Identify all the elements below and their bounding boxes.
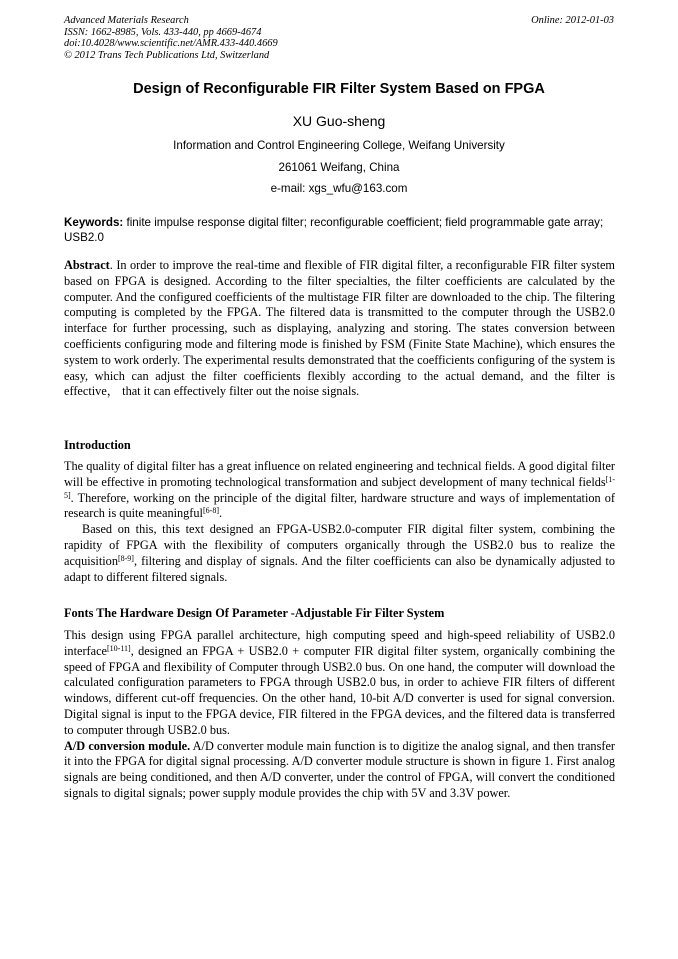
introduction-body <box>64 459 615 585</box>
abstract <box>64 258 615 400</box>
ad-module-text: A/D converter module main function is to digitize the analog signal, and then transfer it into the FPGA for digital signal processing. A/D converter module structure is shown in figure 1. First analog signals are being conditioned, and then A/D converter, under the control of FPGA, will convert the conditioned signals to digital signals; power supply module provides the chip with 5V and 3.3V power. <box>64 738 616 800</box>
section2-p1-text-b: , designed an FPGA + USB2.0 + computer FIR digital filter system, organically combining the speed of FPGA and flexibility of Computer through USB2.0 bus. On one hand, the computer will download the calculated configuration parameters to FPGA through USB2.0 bus, in order to achieve FIR filters of different windows, different cut-off frequencies. On the other hand, 10-bit A/D converter is used for signal conversion. Digital signal is input to the FPGA device, FIR filtered in the FPGA devices, and the filtered data is transferred to computer through USB2.0 bus. <box>64 643 615 737</box>
journal-name: Advanced Materials Research <box>64 15 189 26</box>
introduction-heading: Introduction <box>64 438 131 452</box>
paper-title: Design of Reconfigurable FIR Filter System Based on FPGA <box>133 81 545 97</box>
citation-ref: [10-11] <box>107 643 131 653</box>
keywords <box>64 215 616 245</box>
author-name: XU Guo-sheng <box>292 113 386 129</box>
section2-heading: Fonts The Hardware Design Of Parameter -Adjustable Fir Filter System <box>64 606 445 620</box>
section2-body <box>64 628 615 802</box>
intro-p2-text-b: , filtering and display of signals. And the filter coefficients can also be dynamically adjusted to adapt to different filtered signals. <box>64 553 615 584</box>
abstract-text: . In order to improve the real-time and flexible of FIR digital filter, a reconfigurable FIR filter system based on FPGA is designed. According to the filter specialties, the filter coefficients are calculated by the computer. And the configured coefficients of the multistage FIR filter are downloaded to the chip. The filtering computing is completed by the FPGA. The filtered data is transmitted to the computer through the USB2.0 interface for further processing, such as displaying, analyzing and storing. The states conversion between coefficients configuring mode and filtering mode is finished by FSM (Finite State Machine), which ensures the system to work orderly. The experimental results demonstrated that the coefficients configuring of the system is easy, which can adjust the filter coefficients flexibly according to the actual demand, and the filter is effective， that it can effectively filter out the noise signals. <box>64 258 615 399</box>
abstract-label: Abstract <box>64 258 110 272</box>
citation-ref: [1-5] <box>64 474 615 500</box>
ad-module-label: A/D conversion module. <box>64 738 191 753</box>
intro-p2-text-a: Based on this, this text designed an FPGA-USB2.0-computer FIR digital filter system, combining the rapidity of FPGA with the flexibility of computers organically through the USB2.0 bus to realize the acquisition <box>64 522 615 568</box>
email: e-mail: xgs_wfu@163.com <box>270 182 408 195</box>
intro-p1-text-c: . <box>218 506 223 521</box>
citation-ref: [8-9] <box>117 553 134 563</box>
section2-p1-text-a: This design using FPGA parallel architecture, high computing speed and high-speed reliability of USB2.0 interface <box>64 628 615 658</box>
copyright-line: © 2012 Trans Tech Publications Ltd, Switzerland <box>64 49 270 61</box>
online-date: Online: 2012-01-03 <box>531 15 614 26</box>
journal-header <box>64 15 278 61</box>
intro-p1-text-b: . Therefore, working on the principle of the digital filter, hardware structure and ways of implementation of research is quite meaningful <box>64 490 615 521</box>
doi-line: doi:10.4028/www.scientific.net/AMR.433-440.4669 <box>64 38 278 49</box>
keywords-label: Keywords: <box>64 216 124 229</box>
address: 261061 Weifang, China <box>278 161 400 174</box>
intro-p1-text-a: The quality of digital filter has a great influence on related engineering and technical fields. A good digital filter will be effective in promoting technological transformation and subject development of many technical fields <box>64 459 615 489</box>
keywords-text: finite impulse response digital filter; reconfigurable coefficient; field programmable gate array; USB2.0 <box>64 216 604 244</box>
citation-ref: [6-8] <box>202 506 219 516</box>
affiliation: Information and Control Engineering College, Weifang University <box>173 139 505 152</box>
issn-line: ISSN: 1662-8985, Vols. 433-440, pp 4669-4674 <box>64 26 262 38</box>
